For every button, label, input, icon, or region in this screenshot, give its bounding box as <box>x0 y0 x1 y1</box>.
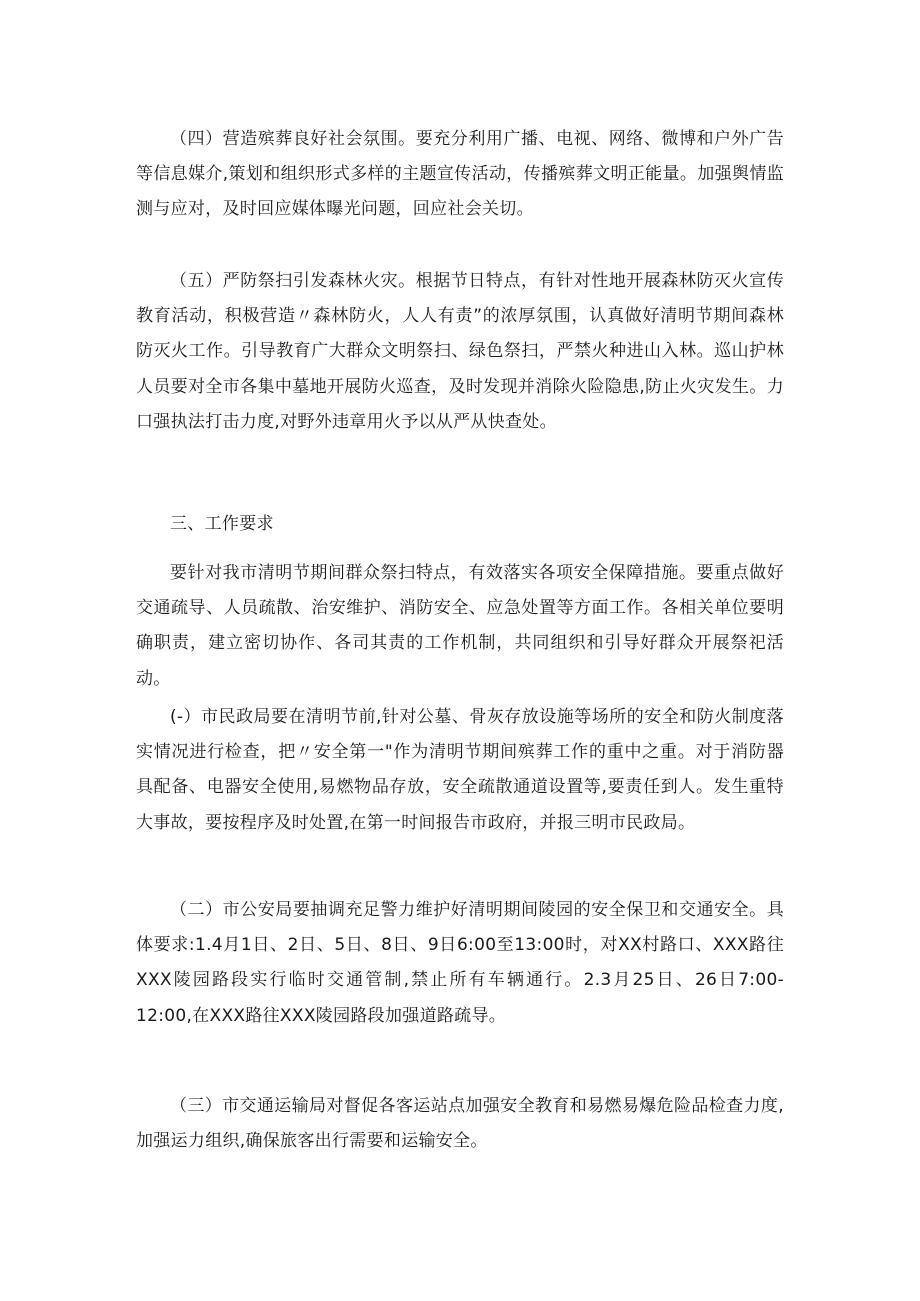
paragraph-civil-affairs-bureau: (-）市民政局要在清明节前,针对公墓、骨灰存放设施等场所的安全和防火制度落实情况进行检查，把〃安全第一"作为清明节期间殡葬工作的重中之重。对于消防器具配备、电器安全使用,易燃物品存放，安全疏散通道设置等,要责任到人。发生重特大事故，要按程序及时处置,在第一时间报告市政府，并报三明市民政局。 <box>136 707 784 833</box>
section-heading-work-requirements: 三、工作要求 <box>170 514 274 534</box>
paragraph-requirements-intro: 要针对我市清明节期间群众祭扫特点，有效落实各项安全保障措施。要重点做好交通疏导、人员疏散、治安维护、消防安全、应急处置等方面工作。各相关单位要明确职责，建立密切协作、各司其责的工作机制，共同组织和引导好群众开展祭祀活动。 <box>136 563 784 689</box>
paragraph-public-security-bureau: （二）市公安局要抽调充足警力维护好清明期间陵园的安全保卫和交通安全。具体要求:1.4月1日、2日、5日、8日、9日6:00至13:00时，对XX村路口、XXX路往XXX陵园路段实行临时交通管制,禁止所有车辆通行。2.3月25日、26日7:00-12:00,在XXX路往XXX陵园路段加强道路疏导。 <box>136 900 784 1026</box>
paragraph-social-atmosphere: （四）营造殡葬良好社会氛围。要充分利用广播、电视、网络、微博和户外广告等信息媒介,策划和组织形式多样的主题宣传活动，传播殡葬文明正能量。加强舆情监测与应对，及时回应媒体曝光问题，回应社会关切。 <box>136 129 784 220</box>
paragraph-forest-fire-prevention: （五）严防祭扫引发森林火灾。根据节日特点，有针对性地开展森林防灭火宣传教育活动，积极营造〃森林防火，人人有责”的浓厚氛围，认真做好清明节期间森林防灭火工作。引导教育广大群众文明祭扫、绿色祭扫，严禁火种进山入林。巡山护林人员要对全市各集中墓地开展防火巡查，及时发现并消除火险隐患,防止火灾发生。力口强执法打击力度,对野外违章用火予以从严从快查处。 <box>136 271 784 432</box>
paragraph-transport-bureau: （三）市交通运输局对督促各客运站点加强安全教育和易燃易爆危险品检查力度,加强运力组织,确保旅客出行需要和运输安全。 <box>136 1096 784 1152</box>
